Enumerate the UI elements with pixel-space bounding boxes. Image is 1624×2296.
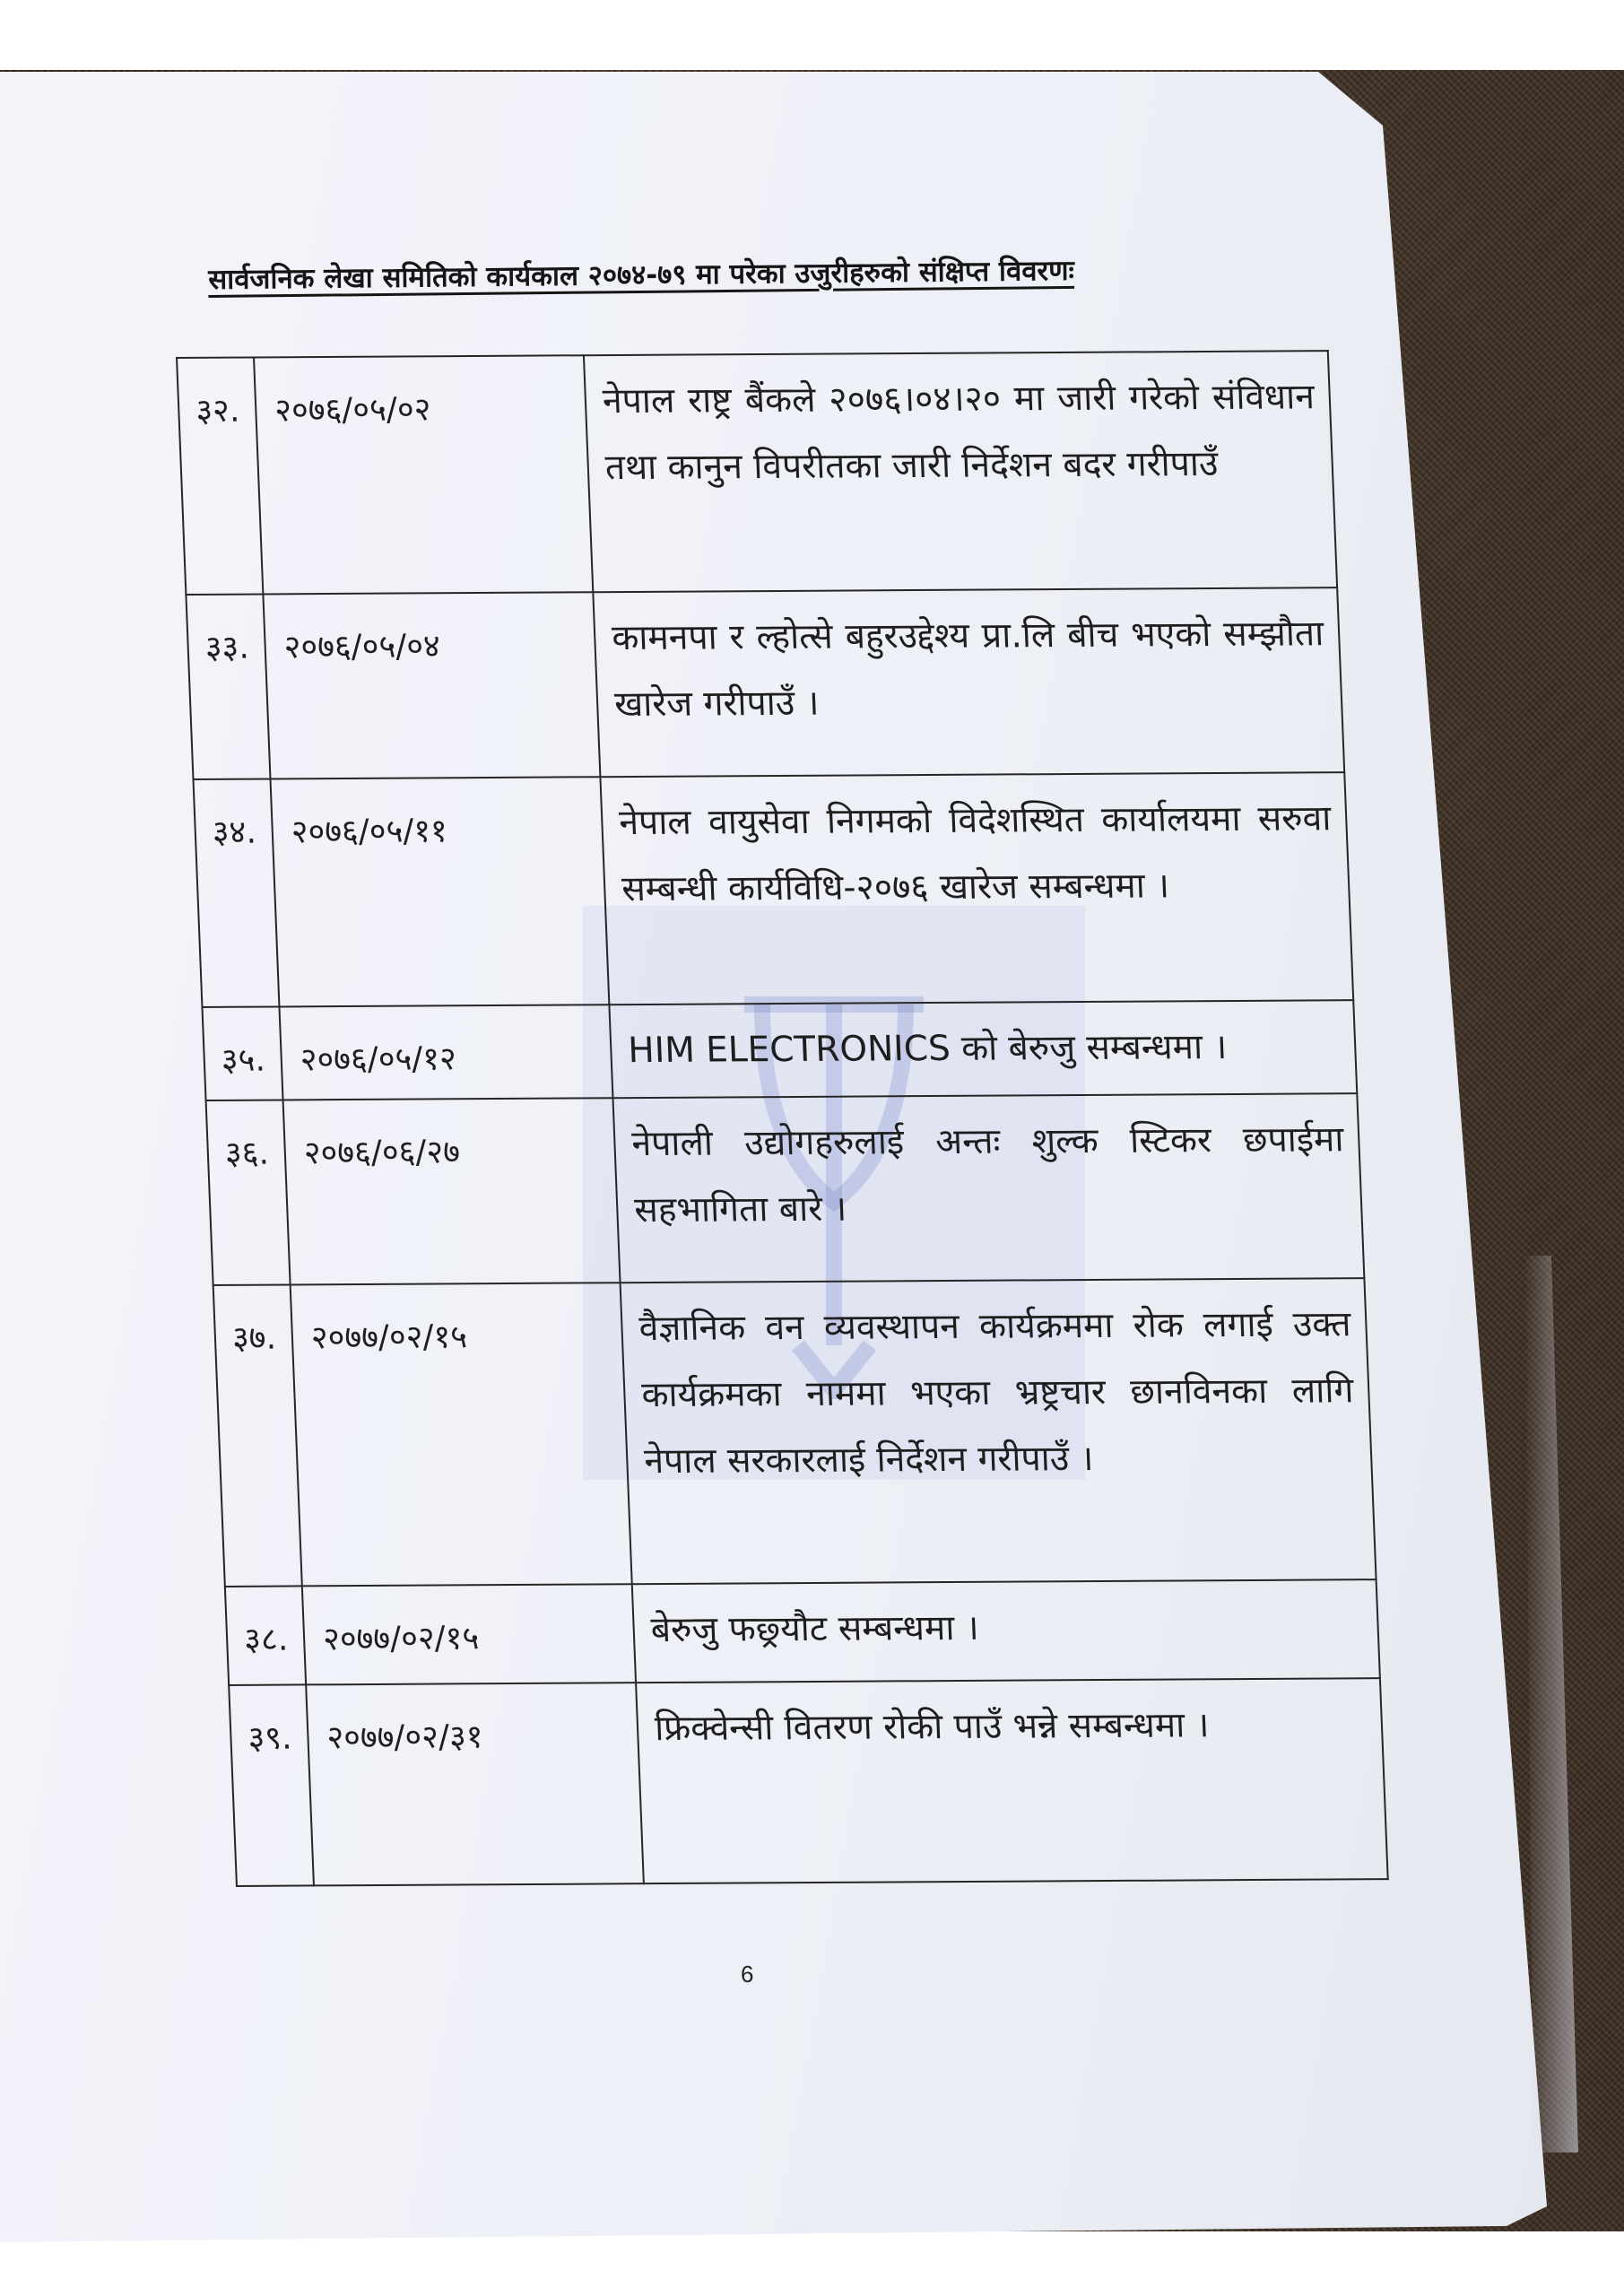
table-row (202, 1000, 1357, 1100)
date-cell: २०७६/०५/१२ (279, 1004, 612, 1100)
table-row (194, 772, 1354, 1007)
description-cell: फ्रिक्वेन्सी वितरण रोकी पाउँ भन्ने सम्बन्धमा । (636, 1678, 1388, 1883)
serial-number-cell: ३८. (225, 1586, 306, 1685)
top-border (0, 0, 1624, 70)
serial-number-cell: ३४. (194, 778, 280, 1007)
table-row (186, 587, 1344, 779)
description-cell: नेपाली उद्योगहरुलाई अन्तः शुल्क स्टिकर छपाईमा सहभागिता बारे । (612, 1093, 1364, 1283)
description-cell: वैज्ञानिक वन व्यवस्थापन कार्यक्रममा रोक लगाई उक्त कार्यक्रमका नाममा भएका भ्रष्ट्रचार छानविनका लागि नेपाल सरकारलाई निर्देशन गरीपाउँ । (621, 1278, 1376, 1584)
description-cell: नेपाल राष्ट्र बैंकले २०७६।०४।२० मा जारी गरेको संविधान तथा कानुन विपरीतका जारी निर्देशन बदर गरीपाउँ (584, 351, 1337, 592)
date-cell: २०७६/०५/०२ (254, 355, 593, 594)
date-cell: २०७६/०५/११ (270, 777, 609, 1006)
page-number: 6 (741, 1961, 754, 1987)
serial-number-cell: ३५. (202, 1006, 282, 1100)
document-title: सार्वजनिक लेखा समितिको कार्यकाल २०७४-७९ मा परेका उजुरीहरुको संक्षिप्त विवरणः (208, 254, 1075, 296)
table-row (229, 1678, 1388, 1886)
date-cell: २०७६/०५/०४ (263, 592, 600, 778)
date-cell: २०७७/०२/३१ (306, 1683, 644, 1885)
complaints-table (176, 350, 1389, 1887)
serial-number-cell: ३२. (177, 357, 263, 595)
description-cell: कामनपा र ल्होत्से बहुरउद्देश्य प्रा.लि बीच भएको सम्झौता खारेज गरीपाउँ । (593, 587, 1344, 777)
table-row (225, 1579, 1380, 1685)
description-cell: HIM ELECTRONICS को बेरुजु सम्बन्धमा । (609, 1000, 1357, 1098)
serial-number-cell: ३३. (186, 594, 270, 779)
date-cell: २०७६/०६/२७ (283, 1098, 621, 1284)
serial-number-cell: ३९. (229, 1684, 314, 1886)
table-row (206, 1093, 1365, 1285)
date-cell: २०७७/०२/१५ (302, 1584, 636, 1684)
serial-number-cell: ३७. (213, 1284, 302, 1587)
table-row (213, 1278, 1376, 1587)
serial-number-cell: ३६. (206, 1100, 291, 1285)
bottom-border (0, 2231, 1624, 2296)
description-cell: बेरुजु फछ्र्यौट सम्बन्धमा । (632, 1579, 1380, 1683)
description-cell: नेपाल वायुसेवा निगमको विदेशस्थित कार्यालयमा सरुवा सम्बन्धी कार्यविधि-२०७६ खारेज सम्बन्धमा । (600, 772, 1353, 1004)
date-cell: २०७७/०२/१५ (291, 1283, 632, 1586)
table-row (177, 351, 1337, 595)
